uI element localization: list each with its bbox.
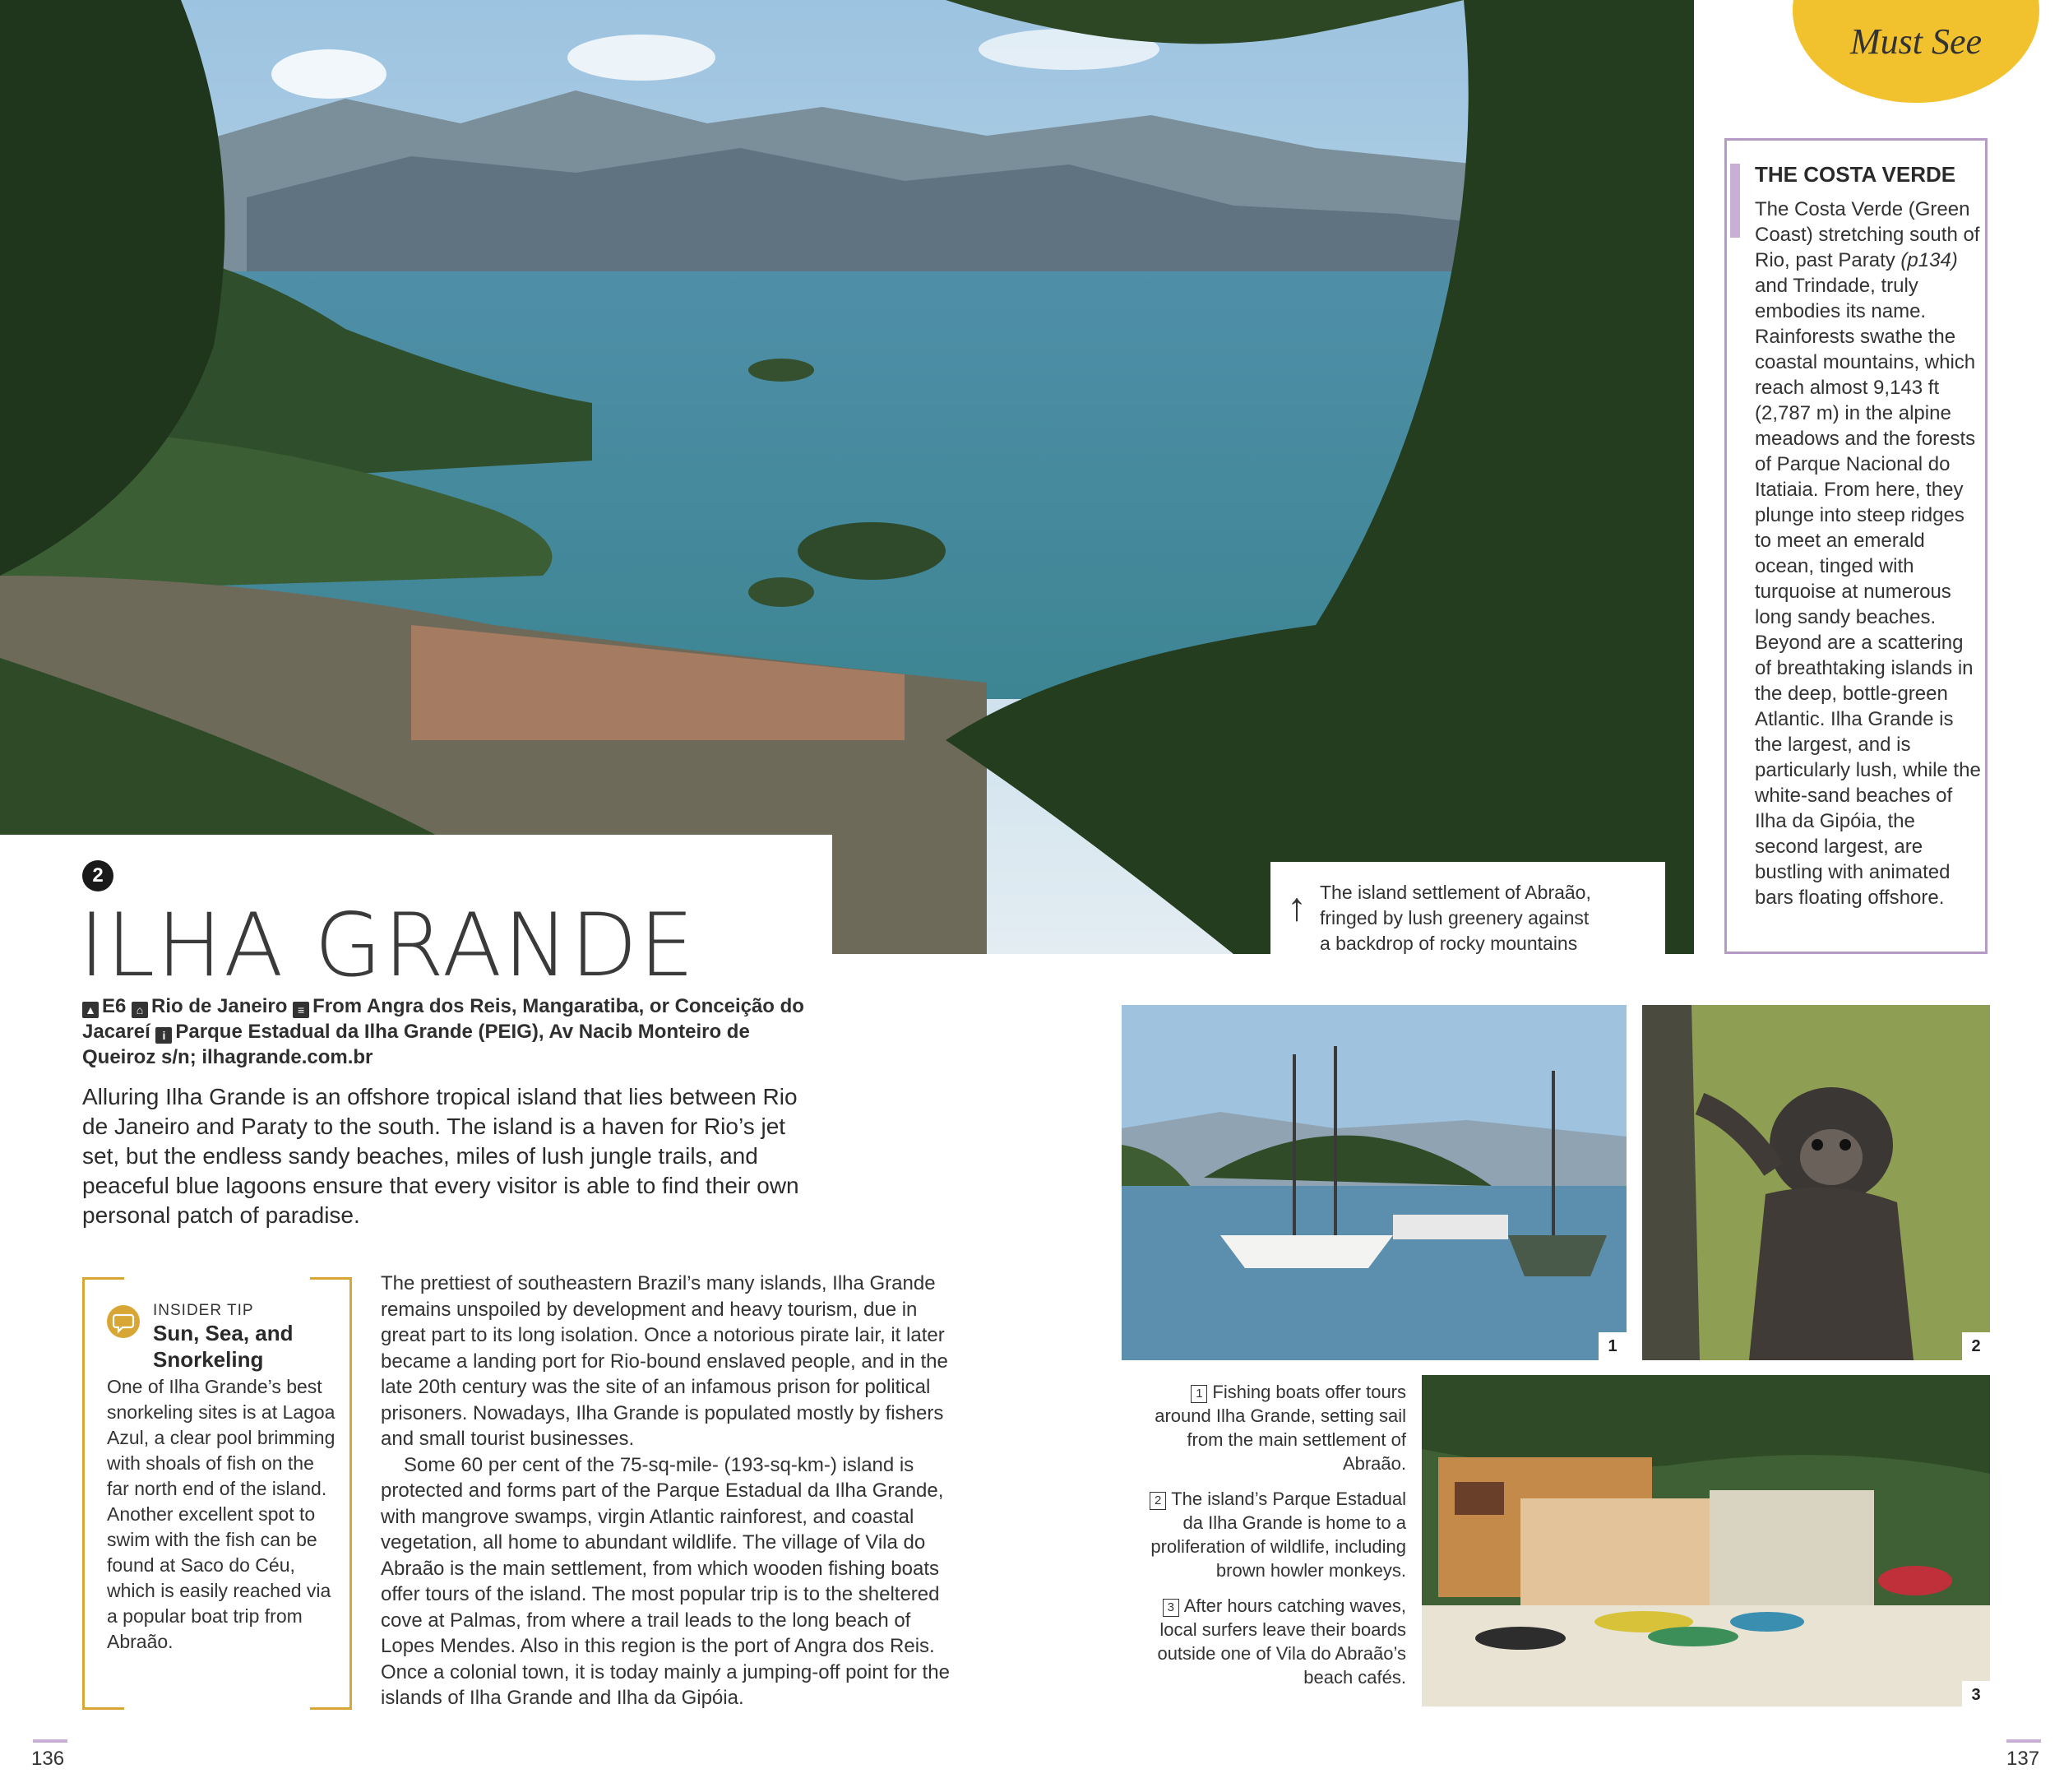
- photo-number: 2: [1962, 1332, 1990, 1360]
- info-icon: i: [155, 1027, 172, 1044]
- page-title: ILHA GRANDE: [79, 895, 696, 996]
- photo-caption: 2 The island’s Parque Estadual da Ilha Grande is home to a proliferation of wildlife, including brown howler monkeys.: [1150, 1489, 1406, 1581]
- sidebar-accent-bar: [1730, 164, 1740, 238]
- map-pin-icon: ▲: [82, 1002, 99, 1018]
- photo-caption: 3 After hours catching waves, local surfers leave their boards outside one of Vila do Abraão’s beach cafés.: [1157, 1595, 1406, 1688]
- sidebar-title: THE COSTA VERDE: [1755, 162, 1956, 187]
- photo-captions: [1143, 1380, 1406, 1689]
- sidebar-text: The Costa Verde (Green Coast) stretching south of Rio, past Paraty (p134) and Trindade, truly embodies its name. Rainforests swathe the coastal mountains, which reach almost 9,143 ft (2,787 m) in the alpine meadows and the forests of Parque Nacional do Itatiaia. From here, they plunge into steep ridges to meet an emerald ocean, tinged with turquoise at numerous long sandy beaches. Beyond are a scattering of breathtaking islands in the deep, bottle-green Atlantic. Ilha Grande is the largest, and is particularly lush, while the white-sand beaches of Ilha da Gipóia, the second largest, are bustling with animated bars floating offshore.: [1755, 198, 1981, 909]
- body-paragraph: Some 60 per cent of the 75-sq-mile- (193-sq-km-) island is protected and forms part of the Parque Estadual da Ilha Grande, with mangrove swamps, virgin Atlantic rainforest, and coastal vegetation, all home to abundant wildlife. The village of Vila do Abraão is the main settlement, from which wooden fishing boats offer tours of the island. The most popular trip is to the sheltered cove at Palmas, from where a trail leads to the long beach of Lopes Mendes. Also in this region is the port of Angra dos Reis. Once a colonial town, it is today mainly a jumping-off point for the islands of Ilha Grande and Ilha da Gipóia.: [381, 1453, 950, 1709]
- insider-tip-box: [82, 1277, 352, 1708]
- monkey-photo: [1642, 1005, 1990, 1360]
- hero-caption-text: The island settlement of Abraão, fringed by lush greenery against a backdrop of rocky mountains: [1320, 882, 1591, 954]
- entry-intro: Alluring Ilha Grande is an offshore tropical island that lies between Rio de Janeiro and Paraty to the south. The island is a haven for Rio’s jet set, but the endless sandy beaches, miles of lush jungle trails, and peaceful blue lagoons ensure that every visitor is able to find their own personal patch of paradise.: [82, 1084, 799, 1228]
- arrow-up-icon: ↑: [1287, 886, 1307, 929]
- tip-title: Sun, Sea, and Snorkeling: [153, 1321, 294, 1372]
- beach-cafe-photo: [1422, 1375, 1990, 1706]
- fact-map-ref: E6: [102, 995, 127, 1017]
- tip-label: INSIDER TIP: [153, 1302, 254, 1319]
- page-number-right: 137: [2006, 1748, 2040, 1770]
- entry-facts: [82, 993, 814, 1070]
- boats-photo: [1122, 1005, 1627, 1360]
- photo-number: 1: [1599, 1332, 1627, 1360]
- photo-caption: 1 Fishing boats offer tours around Ilha Grande, setting sail from the main settlement of Abraão.: [1155, 1382, 1406, 1474]
- body-paragraph: The prettiest of southeastern Brazil’s many islands, Ilha Grande remains unspoiled by development and heavy tourism, due in great part to its long isolation. Once a notorious pirate lair, it later became a landing port for Rio-bound enslaved people, and in the late 20th century was the site of an infamous prison for political prisoners. Nowadays, Ilha Grande is populated mostly by fishers and small tourist businesses.: [381, 1272, 948, 1450]
- photo-number: 3: [1962, 1681, 1990, 1709]
- costa-verde-sidebar: [1724, 138, 1988, 954]
- hero-caption: [1270, 862, 1665, 954]
- entry-number-badge: 2: [82, 860, 113, 891]
- must-see-label: Must See: [1849, 21, 1983, 62]
- page-mark-right: [2006, 1739, 2041, 1743]
- page-number-left: 136: [31, 1748, 65, 1770]
- ferry-icon: ≡: [293, 1002, 309, 1018]
- home-icon: ⌂: [132, 1002, 148, 1018]
- fact-region: Rio de Janeiro: [151, 995, 288, 1017]
- tip-text: One of Ilha Grande’s best snorkeling sites is at Lagoa Azul, a clear pool brimming with shoals of fish on the far north end of the island. Another excellent spot to swim with the fish can be found at Saco do Céu, which is easily reached via a popular boat trip from Abraão.: [107, 1376, 336, 1652]
- hero-photo: [0, 0, 1694, 954]
- must-see-badge: [1793, 0, 2039, 103]
- fact-ferry: From Angra dos Reis, Mangaratiba, or Conceição do Jacareí: [82, 995, 804, 1043]
- page-mark-left: [33, 1739, 67, 1743]
- fact-info: Parque Estadual da Ilha Grande (PEIG), Av Nacib Monteiro de Queiroz s/n; ilhagrande.com.br: [82, 1021, 750, 1068]
- body-text: [381, 1271, 956, 1711]
- speech-bubble-icon: [107, 1305, 140, 1338]
